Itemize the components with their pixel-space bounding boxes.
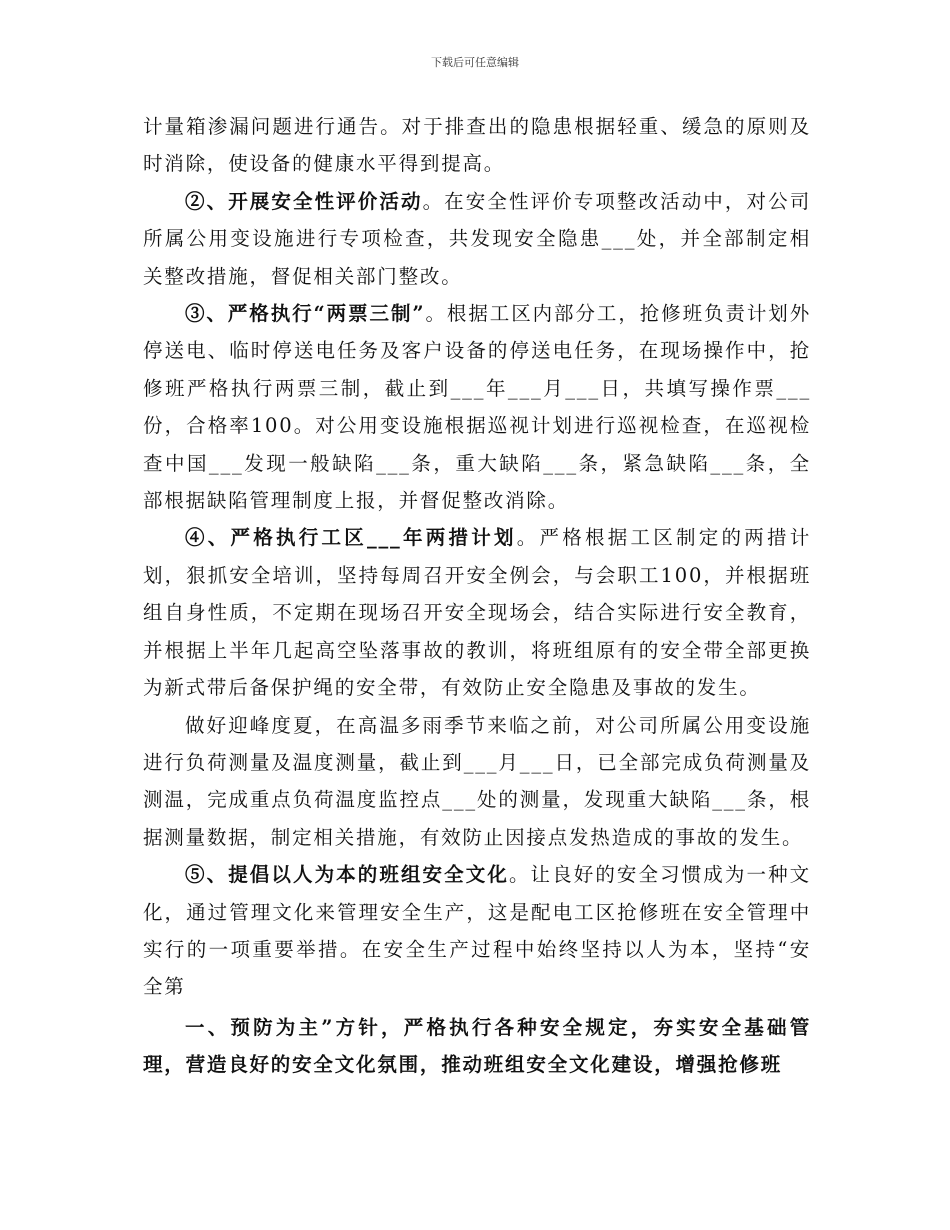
page-header-note: 下载后可任意编辑 [431, 56, 519, 69]
paragraph-continuation [143, 108, 811, 183]
paragraph-text: 。让良好的安全习惯成为一种文化，通过管理文化来管理安全生产，这是配电工区抢修班在安全管理中实行的一项重要举措。在安全生产过程中始终坚持以人为本，坚持“安全第 [143, 863, 811, 999]
paragraph-heading: ②、开展安全性评价活动 [185, 189, 423, 213]
paragraph-text: 计量箱渗漏问题进行通告。对于排查出的隐患根据轻重、缓急的原则及时消除，使设备的健康水平得到提高。 [143, 115, 811, 176]
paragraph-safety-culture [143, 856, 811, 1006]
paragraph-two-tickets [143, 295, 811, 519]
paragraph-summer-peak [143, 707, 811, 857]
paragraph-heading: ④、严格执行工区___年两措计划 [185, 526, 517, 550]
paragraph-text: 一、预防为主”方针，严格执行各种安全规定，夯实安全基础管理，营造良好的安全文化氛围，推动班组安全文化建设，增强抢修班 [143, 1015, 811, 1077]
paragraph-two-measures [143, 519, 811, 706]
paragraph-text: 。严格根据工区制定的两措计划，狠抓安全培训，坚持每周召开安全例会，与会职工100，并根据班组自身性质，不定期在现场召开安全现场会，结合实际进行安全教育，并根据上半年几起高空坠落事故的教训，将班组原有的安全带全部更换为新式带后备保护绳的安全带，有效防止安全隐患及事故的发生。 [143, 526, 811, 700]
paragraph-text: 。在安全性评价专项整改活动中，对公司所属公用变设施进行专项检查，共发现安全隐患___处，并全部制定相关整改措施，督促相关部门整改。 [143, 189, 811, 288]
paragraph-prevention-first [143, 1009, 811, 1084]
paragraph-heading: ③、严格执行“两票三制” [185, 302, 426, 326]
document-body [143, 108, 811, 1084]
paragraph-text: 。根据工区内部分工，抢修班负责计划外停送电、临时停送电任务及客户设备的停送电任务，在现场操作中，抢修班严格执行两票三制，截止到___年___月___日，共填写操作票___份，合格率100。对公用变设施根据巡视计划进行巡视检查，在巡视检查中国___发现一般缺陷___条，重大缺陷___条，紧急缺陷___条，全部根据缺陷管理制度上报，并督促整改消除。 [143, 302, 811, 513]
paragraph-heading: ⑤、提倡以人为本的班组安全文化 [185, 863, 509, 887]
paragraph-safety-evaluation [143, 183, 811, 295]
paragraph-text: 做好迎峰度夏，在高温多雨季节来临之前，对公司所属公用变设施进行负荷测量及温度测量，截止到___月___日，已全部完成负荷测量及测温，完成重点负荷温度监控点___处的测量，发现重大缺陷___条，根据测量数据，制定相关措施，有效防止因接点发热造成的事故的发生。 [143, 713, 811, 849]
